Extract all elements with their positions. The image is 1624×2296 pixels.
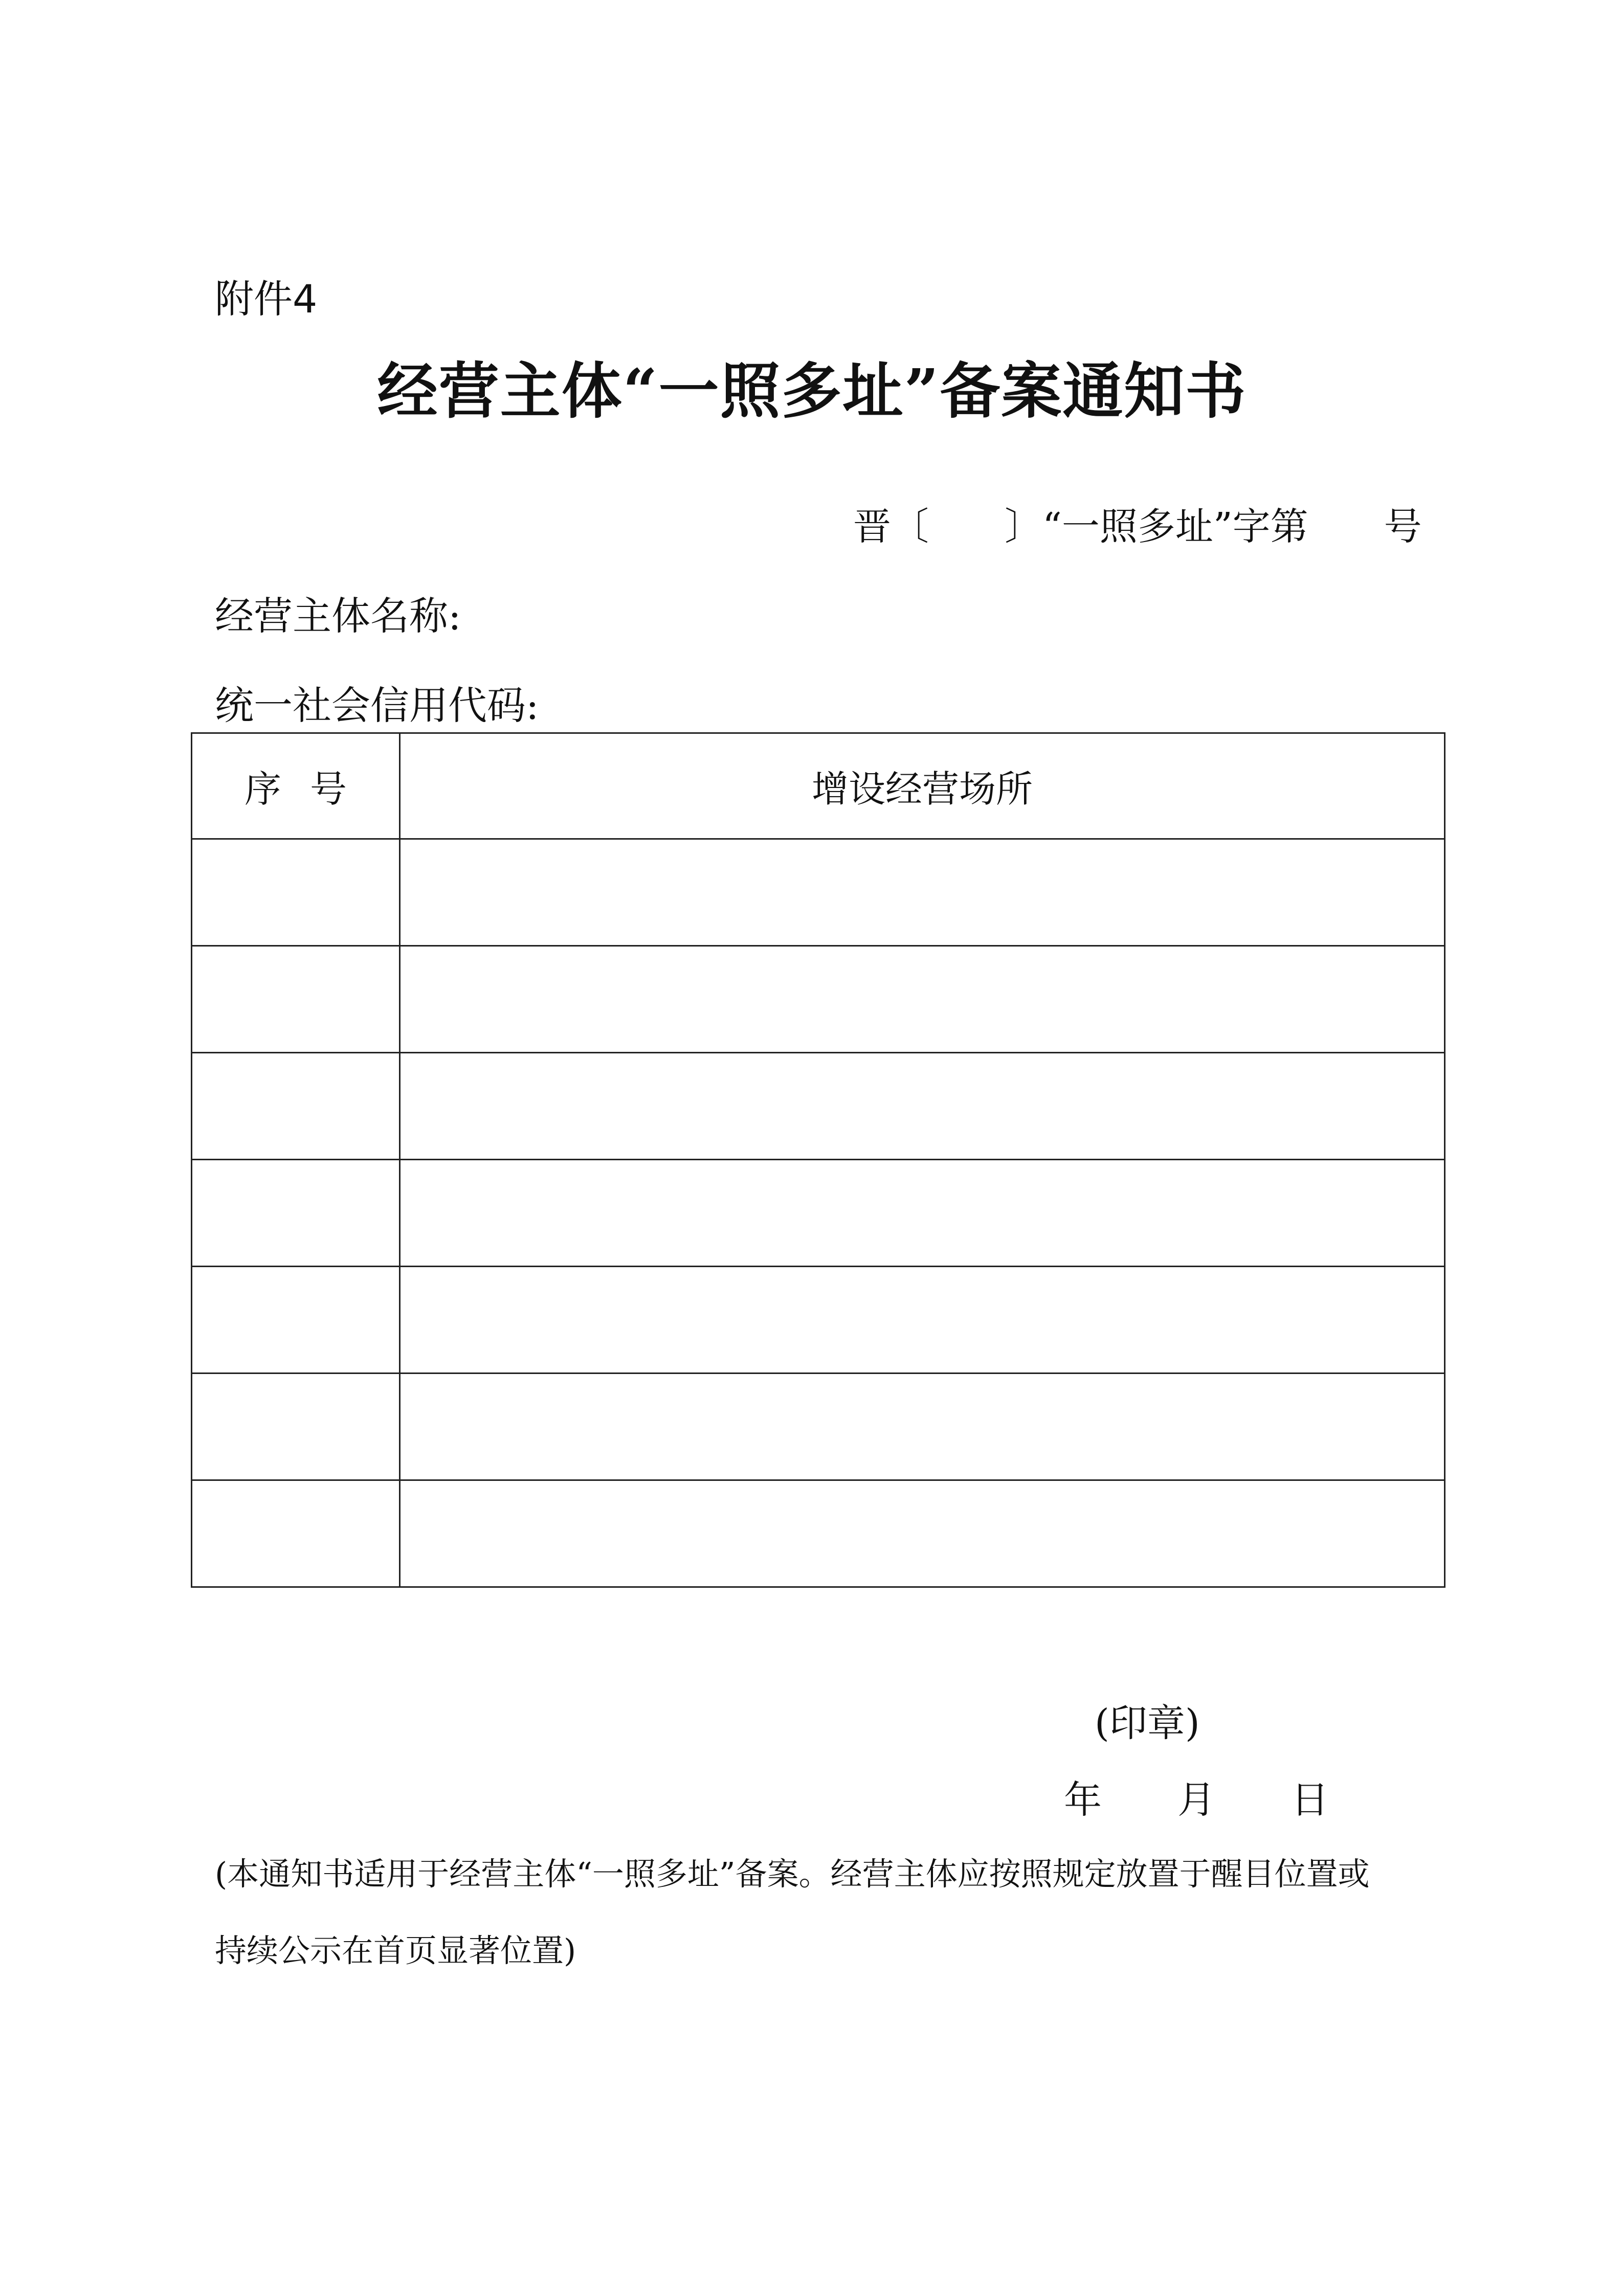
entity-name-label: 经营主体名称: — [215, 593, 461, 639]
site-cell — [400, 1053, 1445, 1160]
table-row — [192, 1053, 1445, 1160]
site-cell — [400, 1374, 1445, 1480]
seq-cell — [192, 1160, 400, 1267]
seq-cell — [192, 1267, 400, 1374]
sites-table — [191, 732, 1445, 1588]
table-row — [192, 1160, 1445, 1267]
table-header-row — [192, 733, 1445, 839]
credit-code-label: 统一社会信用代码: — [215, 683, 539, 728]
seq-cell — [192, 946, 400, 1053]
document-title: 经营主体“一照多址”备案通知书 — [377, 355, 1247, 426]
table-row — [192, 1374, 1445, 1480]
seq-cell — [192, 1374, 400, 1480]
attachment-label: 附件4 — [215, 276, 318, 322]
table-row — [192, 839, 1445, 946]
usage-note-line-2: 持续公示在首页显著位置) — [215, 1932, 576, 1969]
usage-note-line-1: (本通知书适用于经营主体“一照多址”备案。经营主体应按照规定放置于醒目位置或 — [215, 1855, 1370, 1893]
table-row — [192, 1480, 1445, 1587]
site-cell — [400, 839, 1445, 946]
table-row — [192, 946, 1445, 1053]
seq-cell — [192, 839, 400, 946]
date-line: 年 月 日 — [1064, 1778, 1329, 1822]
site-cell — [400, 946, 1445, 1053]
site-cell — [400, 1160, 1445, 1267]
document-number: 晋〔 〕“一照多址”字第 号 — [853, 505, 1422, 549]
seq-cell — [192, 1480, 400, 1587]
seq-cell — [192, 1053, 400, 1160]
header-site: 增设经营场所 — [400, 733, 1445, 839]
header-seq: 序号 — [192, 733, 400, 839]
site-cell — [400, 1480, 1445, 1587]
site-cell — [400, 1267, 1445, 1374]
table-row — [192, 1267, 1445, 1374]
seal-label: (印章) — [1095, 1701, 1200, 1745]
